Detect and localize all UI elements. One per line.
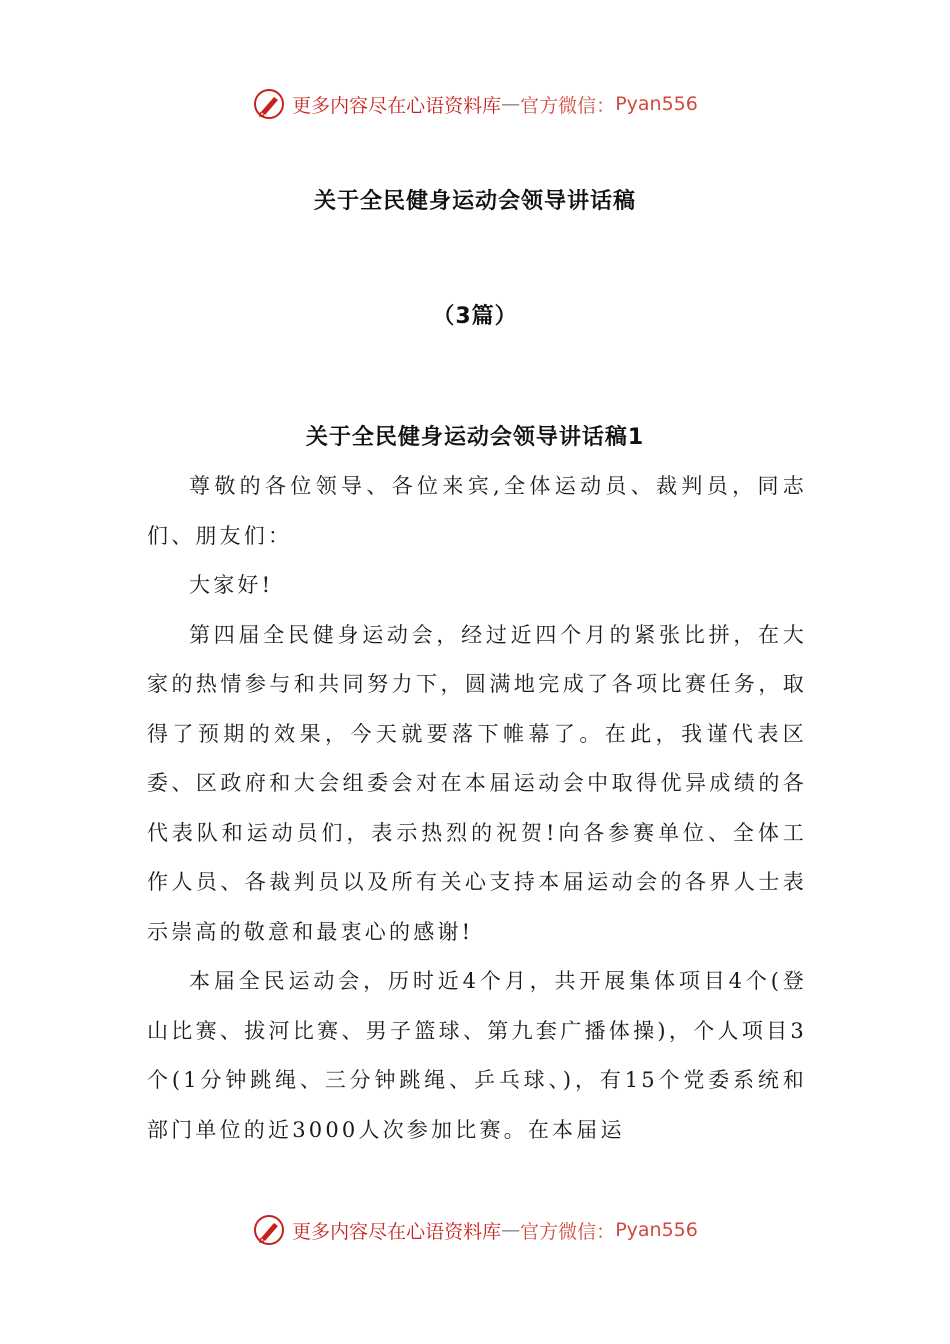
header-banner [0, 84, 950, 124]
paragraph-hello: 大家好! [189, 573, 274, 597]
pen-logo-icon [252, 87, 286, 121]
banner-wechat-label: 官方微信： [520, 1220, 616, 1243]
paragraph-greeting: 尊敬的各位领导、各位来宾,全体运动员、裁判员，同志们、朋友们： [147, 474, 807, 548]
banner-wechat-id: Pyan556 [615, 93, 698, 115]
paragraph-congratulations: 第四届全民健身运动会，经过近四个月的紧张比拼，在大家的热情参与和共同努力下，圆满地完成了各项比赛任务，取得了预期的效果，今天就要落下帷幕了。在此，我谨代表区委、区政府和大会组委会对在本届运动会中取得优异成绩的各代表队和运动员们，表示热烈的祝贺!向各参赛单位、全体工作人员、各裁判员以及所有关心支持本届运动会的各界人士表示崇高的敬意和最衷心的感谢! [147, 622, 807, 944]
banner-wechat-label: 官方微信： [520, 94, 616, 117]
section-title: 关于全民健身运动会领导讲话稿1 [305, 425, 645, 450]
banner-wechat-id: Pyan556 [615, 1219, 698, 1241]
document-body [147, 462, 807, 1155]
pen-logo-icon [252, 1213, 286, 1247]
document-title: 关于全民健身运动会领导讲话稿 [313, 189, 636, 214]
paragraph-summary: 本届全民运动会，历时近4个月，共开展集体项目4个(登山比赛、拔河比赛、男子篮球、第九套广播体操)，个人项目3个(1分钟跳绳、三分钟跳绳、乒乓球、)，有15个党委系统和部门单位的近3000人次参加比赛。在本届运 [147, 969, 807, 1142]
banner-separator: — [501, 93, 521, 115]
banner-separator: — [501, 1219, 521, 1241]
footer-banner [0, 1210, 950, 1250]
document-count: （3篇） [432, 304, 518, 329]
banner-text: 更多内容尽在心语资料库 [292, 94, 502, 117]
banner-text: 更多内容尽在心语资料库 [292, 1220, 502, 1243]
